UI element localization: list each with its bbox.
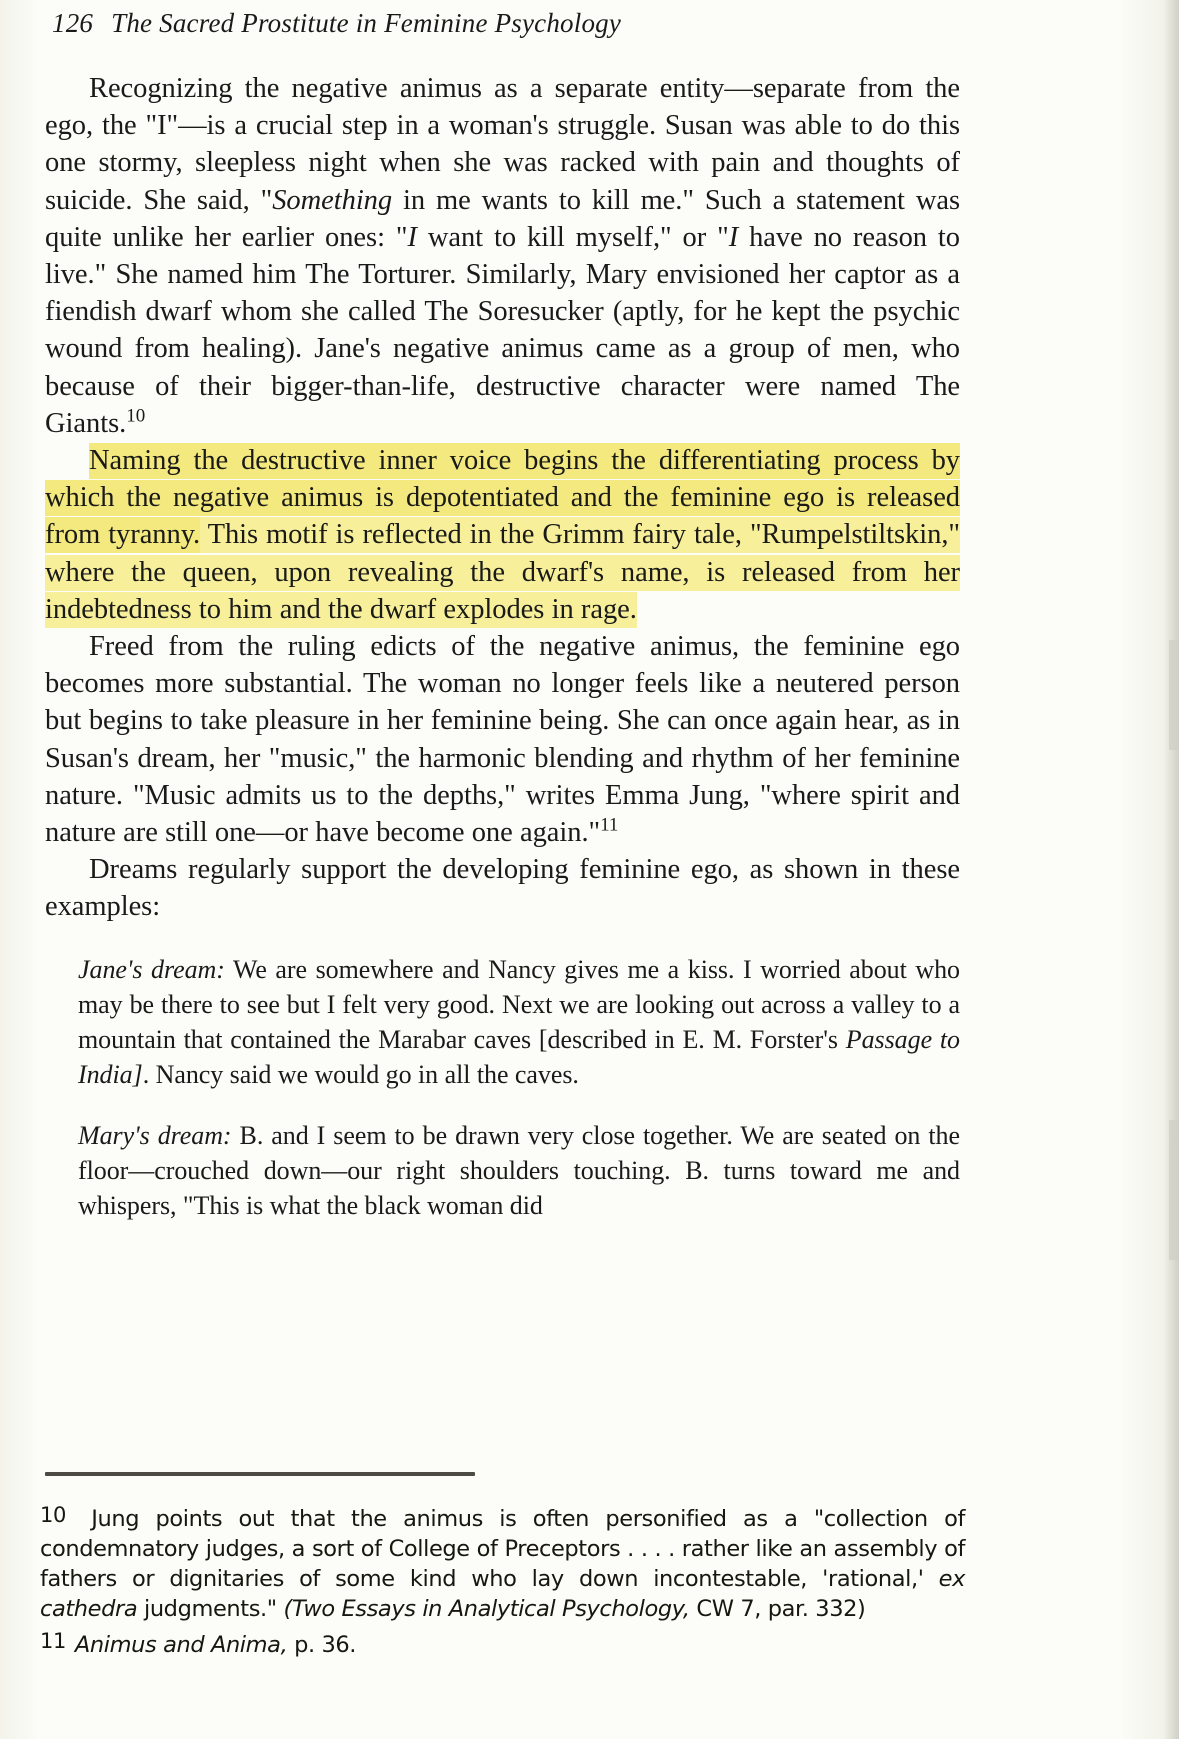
paragraph-dreams-regularly-support <box>45 851 960 925</box>
footnote-10-text-a: Jung points out that the animus is often personified as a "collection of condemnatory judges, a sort of College of Preceptors . . . . rather like an assembly of fathers or dignitaries of some kind who lay down incontestable, 'rational,' <box>40 1506 965 1592</box>
footnote-10-italic-source: (Two Essays in Analytical Psychology, <box>283 1596 690 1622</box>
jane-dream-italic-title: Passage to India] <box>78 1024 961 1089</box>
blockquote-wrapper-jane <box>78 952 960 1092</box>
footnote-10-number: 10 <box>40 1503 66 1527</box>
para1-italic-i-2: I <box>728 221 739 253</box>
footnote-10 <box>40 1500 965 1624</box>
jane-dream-label: Jane's dream: <box>78 954 225 984</box>
footnote-11-number: 11 <box>40 1629 66 1653</box>
mary-dream-label: Mary's dream: <box>78 1120 232 1150</box>
para1-text-c: want to kill myself," or " <box>416 221 729 253</box>
para4-text: Dreams regularly support the developing feminine ego, as shown in these examples: <box>45 854 960 923</box>
text-column <box>45 70 960 1223</box>
paragraph-recognizing-negative-animus <box>45 70 960 442</box>
footnote-11-italic-source: Animus and Anima, <box>74 1632 288 1658</box>
page-number: 126 <box>52 8 94 38</box>
highlight-normal-span: This motif is reflected in the Grimm fairy tale, "Rumpelstiltskin," where the queen, upon revealing the dwarf's name, is released from her indebtedness to him and the dwarf explodes in rage. <box>45 517 960 627</box>
footnote-10-text-c: CW 7, par. 332) <box>689 1596 866 1622</box>
book-title: The Sacred Prostitute in Feminine Psychology <box>111 8 622 38</box>
para1-text-d: have no reason to live." She named him The Torturer. Similarly, Mary envisioned her captor as a fiendish dwarf whom she called The Soresucker (aptly, for he kept the psychic wound from healing). Jane's negative animus came as a group of men, who because of their bigger-than-life, destructive character were named The Giants. <box>45 221 960 439</box>
footnote-11-text: p. 36. <box>287 1632 357 1658</box>
blockquote-mary-dream <box>78 1118 960 1223</box>
jane-dream-text-a: We are somewhere and Nancy gives me a kiss. I worried about who may be there to see but I felt very good. Next we are looking out across a valley to a mountain that contained the Marabar caves [described in E. M. Forster's <box>78 954 960 1054</box>
footnote-separator-rule <box>45 1472 475 1476</box>
para1-italic-i-1: I <box>407 221 417 253</box>
highlight-strong-span: Naming the destructive inner voice begins the differentiating process by which the negative animus is depotentiated and the feminine ego is released from tyranny. <box>45 443 960 553</box>
paragraph-freed-from-ruling-edicts <box>45 628 960 851</box>
footnote-11 <box>40 1626 965 1660</box>
footnote-10-text-b: judgments." <box>137 1596 284 1622</box>
para3-text: Freed from the ruling edicts of the negative animus, the feminine ego becomes more substantial. The woman no longer feels like a neutered person but begins to take pleasure in her feminine being. She can once again hear, as in Susan's dream, her "music," the harmonic blending and rhythm of her feminine nature. "Music admits us to the depths," writes Emma Jung, "where spirit and nature are still one—or have become one again." <box>45 631 960 849</box>
paragraph-naming-destructive-voice <box>45 442 960 628</box>
footnote-marker-10: 10 <box>126 405 146 427</box>
blockquote-jane-dream <box>78 952 960 1092</box>
spacer-before-jane-dream <box>45 926 960 952</box>
footnote-marker-11: 11 <box>600 814 619 836</box>
footnote-10-italic-ex-cathedra: ex cathedra <box>40 1566 965 1622</box>
mary-dream-text: B. and I seem to be drawn very close together. We are seated on the floor—crouched down—our right shoulders touching. B. turns toward me and whispers, "This is what the black woman did <box>78 1120 960 1220</box>
para1-text-b: in me wants to kill me." Such a statement was quite unlike her earlier ones: " <box>45 184 960 253</box>
para1-text-a: Recognizing the negative animus as a separate entity—separate from the ego, the "I"—is a crucial step in a woman's struggle. Susan was able to do this one stormy, sleepless night when she was racked with pain and thoughts of suicide. She said, " <box>45 73 960 216</box>
footnotes-section <box>40 1500 965 1662</box>
spacer-between-dreams <box>45 1092 960 1118</box>
running-head <box>52 8 621 39</box>
para1-italic-something: Something <box>272 184 393 216</box>
jane-dream-text-b: . Nancy said we would go in all the caves. <box>142 1059 579 1089</box>
blockquote-wrapper-mary <box>78 1118 960 1223</box>
